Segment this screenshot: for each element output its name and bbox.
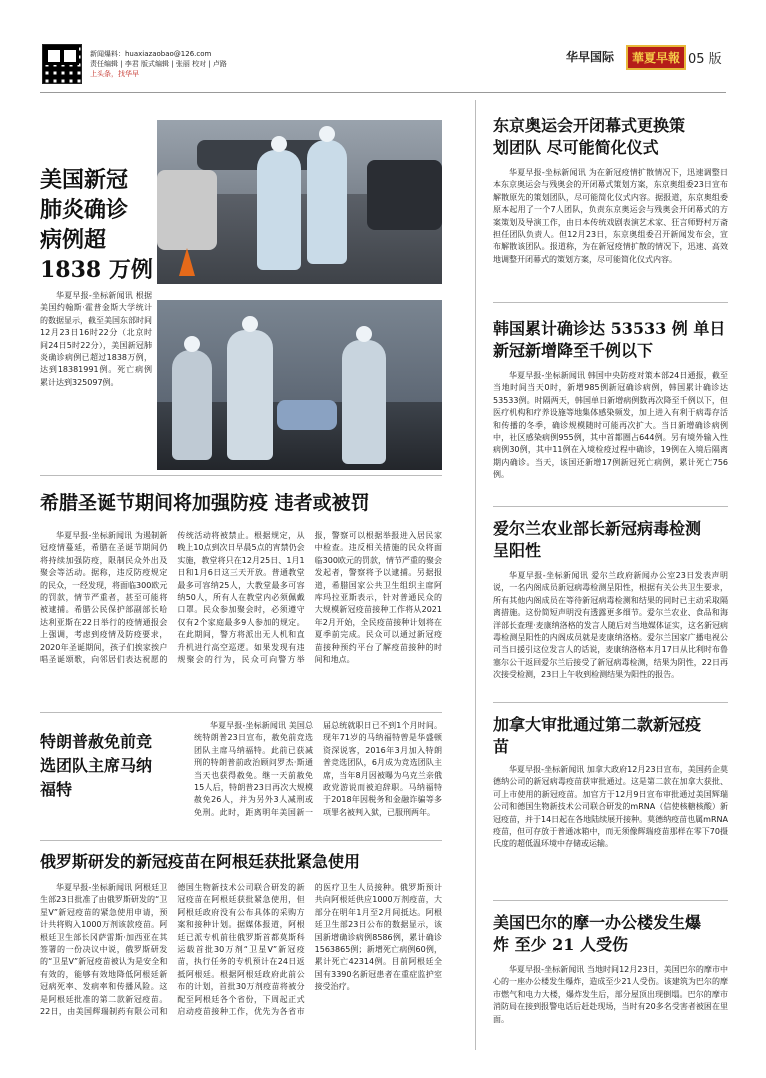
- newspaper-logo: 華夏早報: [626, 45, 686, 70]
- masthead-divider: [40, 92, 726, 93]
- tokyo-body: 华夏早报-坐标新闻讯 为在新冠疫情扩散情况下，迅速调整日本东京奥运会与残奥会的开闭幕式策划方案，东京奥组委23日宣布解散原先的策划团队，尽可能简化仪式内容。据报道，东京奥组委原本起用了一个7人团队，负责东京奥运会与残奥会开闭幕式的方案策划及导演工作，由日本传统戏剧表演艺术家、狂言师野村万斋担任团队负责人。但12月23日，东京奥组委召开新闻发布会，宣布解散该团队。报道称，为在新冠疫情扩散的情况下，迅速、高效地调整开闭幕式的策划方案，尽可能简化仪式内容。: [493, 168, 728, 264]
- ireland-body: 华夏早报-坐标新闻讯 爱尔兰政府新闻办公室23日发表声明说，一名内阁成员新冠病毒检测呈阳性，根据有关公共卫生要求，所有其他内阁成员在等待新冠病毒检测和结果的同时已主动采取隔离措施。这份简短声明没有透露更多细节。爱尔兰农业、食品和海洋部长查理·麦康纳洛格的发言人随后对当地媒体证实，这名新冠病毒检测呈阳性的内阁成员就是麦康纳洛格。爱尔兰国家广播电视公司当日援引这位发言人的话说，麦康纳洛格本月17日从比利时布鲁塞尔公干返回爱尔兰后接受了新冠病毒检测，结果为阴性，22日再次接受检测，23日上午收到检测结果为阳性的报告。: [493, 571, 728, 680]
- trump-headline: 特朗普赦免前竞 选团队主席马纳 福特: [40, 732, 153, 799]
- russia-vaccine-body: 华夏早报-坐标新闻讯 阿根廷卫生部23日批准了由俄罗斯研发的“卫星V”新冠疫苗的紧急使用申请，预计共将购入1000万剂该款疫苗。阿根廷卫生部长冈萨雷斯·加西亚在其签署的一份决议中说，俄罗斯研发的“卫星V”新冠疫苗被认为是安全和有效的，能够有效地降低阿根廷新冠病死率、发病率和传播风险。这是阿根廷批准的第二款新冠疫苗。22日，由美国辉瑞制药有限公司和德国生物新技术公司联合研发的新冠疫苗在阿根廷获批紧急使用，但阿根廷政府没有公布具体的采购方案和接种计划。据媒体报道，阿根廷已派专机前往俄罗斯首都莫斯科运载首批30万剂“卫星V”新冠疫苗，执行任务的专机预计在24日返抵阿根廷。根据阿根廷政府此前公布的计划，首批30万剂疫苗将被分配至阿根廷各个省份，下周起正式启动疫苗接种工作，优先为各省市的医疗卫生人员接种。俄罗斯预计共向阿根廷供应1000万剂疫苗，大部分在明年1月至2月间抵达。阿根廷卫生部23日公布的数据显示，该国新增确诊病例8586例，累计确诊1563865例；新增死亡病例60例，累计死亡42314例。目前阿根廷全国有3390名新冠患者在重症监护室接受治疗。: [40, 883, 442, 1017]
- canada-body: 华夏早报-坐标新闻讯 加拿大政府12月23日宣布，美国药企莫德纳公司的新冠病毒疫苗获审批通过。这是第二款在加拿大获批、可上市使用的新冠疫苗。加官方于12月9日宣布审批通过美国辉瑞公司和德国生物新技术公司联合研发的mRNA（信使核糖核酸）新冠疫苗，并于14日起在各地陆续展开接种。莫德纳疫苗也属mRNA疫苗，但可存放于普通冰箱中，而无须像辉瑞疫苗那样在零下70摄氏度的超低温环境中存储或运输。: [493, 765, 728, 849]
- korea-body: 华夏早报-坐标新闻讯 韩国中央防疫对策本部24日通报，截至当地时间当天0时，新增985例新冠确诊病例，韩国累计确诊达53533例。时隔两天，韩国单日新增病例数再次降至千例以下，但医疗机构和疗养设施等地集体感染频发，加上进入有利于病毒存活和传播的冬季，确诊规模随时可能再次扩大。当日新增确诊病例中，社区感染病例955例，其中首都圈占644例。另有境外输入性病例30例，其中11例在入境检疫过程中确诊，19例在入境后隔离期内确诊。当天，该国还新增17例新冠死亡病例，累计死亡756例。: [493, 371, 728, 480]
- us-cases-headline: 美国新冠 肺炎确诊 病例超 1838 万例: [40, 167, 153, 283]
- russia-vaccine-headline: 俄罗斯研发的新冠疫苗在阿根廷获批紧急使用: [40, 852, 361, 871]
- ireland-headline: 爱尔兰农业部长新冠病毒检测 呈阳性: [493, 519, 702, 560]
- trump-body: 华夏早报-坐标新闻讯 美国总统特朗普23日宣布，赦免前竞选团队主席马纳福特。此前已获减刑的特朗普前政治顾问罗杰·斯通当天也获得赦免。继一天前赦免15人后，特朗普23日再次大规模赦免26人，并为另外3人减刑或免刑。此时，距离明年美国新一届总统就职日已不到1个月时间。现年71岁的马纳福特曾是华盛顿资深说客，2016年3月加入特朗普竞选团队，6月成为竞选团队主席，当年8月因被曝为乌克兰亲俄政党游说而被迫辞职。马纳福特于2018年因税务和金融诈骗等多项罪名被判入狱，已服刑两年。: [194, 721, 442, 817]
- photo-hospital-staff: [157, 300, 442, 470]
- us-cases-body: 华夏早报-坐标新闻讯 根据美国约翰斯·霍普金斯大学统计的数据显示，截至美国东部时间12月23日16时22分（北京时间24日5时22分），美国新冠肺炎确诊病例已超过1838万例，达到18381991例。死亡病例累计达到325097例。: [40, 291, 152, 387]
- greece-headline: 希腊圣诞节期间将加强防疫 违者或被罚: [40, 492, 370, 514]
- baltimore-body: 华夏早报-坐标新闻讯 当地时间12月23日，美国巴尔的摩市中心的一座办公楼发生爆炸，造成至少21人受伤。该建筑为巴尔的摩市燃气和电力大楼，爆炸发生后，部分屋顶出现倒塌。巴尔的摩市消防局在接到报警电话后赶赴现场，当时有20多名受害者被困在里面。: [493, 965, 728, 1024]
- section-name: 华早国际: [566, 50, 615, 64]
- editor-credits: 责任编辑 | 李君 版式编辑 | 张丽 校对 | 卢路: [90, 60, 227, 68]
- masthead-info: [90, 49, 330, 79]
- korea-headline: 韩国累计确诊达 53533 例 单日 新冠新增降至千例以下: [493, 319, 726, 360]
- qr-code: [42, 44, 82, 84]
- edition-number: 05 版: [688, 52, 722, 67]
- news-tip-email: 新闻爆料：huaxiazaobao@126.com: [90, 50, 212, 58]
- baltimore-headline: 美国巴尔的摩一办公楼发生爆 炸 至少 21 人受伤: [493, 913, 702, 954]
- slogan: 上头条，找华早: [90, 70, 139, 78]
- greece-body: 华夏早报-坐标新闻讯 为遏制新冠疫情蔓延，希腊在圣诞节期间仍将持续加强防疫，限制民众外出及聚会等活动。据称，违反防疫规定的民众，一经发现，将面临300欧元的罚款，情节严重者，甚至可能将被逮捕。希腊公民保护部副部长哈达利亚斯在22日举行的疫情通报会上强调，考虑到疫情及防疫要求，2020年圣诞期间，孩子们挨家挨户唱圣诞颂歌，向邻居们表达祝愿的传统活动将被禁止。根据规定，从晚上10点到次日早晨5点的宵禁仍会实施，教堂将只在12月25日、1月1日和1月6日这三天开放。普通教堂最多可容纳25人，大教堂最多可容纳50人，所有人在教堂内必须佩戴口罩。民众参加聚会时，必须遵守仅有2个家庭最多9人参加的规定。在此期间，警方将派出无人机和直升机进行高空巡逻。如果发现有违规聚会的行为，民众可向警方举报，警察可以根据举报进入居民家中检查。违反相关措施的民众将面临300欧元的罚款，情节严重的聚会发起者，警察将予以逮捕。另据报道，希腊国家公共卫生组织主席阿库玛拉亚斯表示，针对普通民众的大规模新冠疫苗接种工作将从2021年2月开始，全民疫苗接种计划将在夏季前完成。民众可以通过新冠疫苗接种预约平台了解疫苗接种的时间和地点。: [40, 531, 442, 665]
- tokyo-headline: 东京奥运会开闭幕式更换策 划团队 尽可能简化仪式: [493, 116, 686, 157]
- canada-headline: 加拿大审批通过第二款新冠疫 苗: [493, 715, 702, 756]
- photo-medics-running: [157, 120, 442, 284]
